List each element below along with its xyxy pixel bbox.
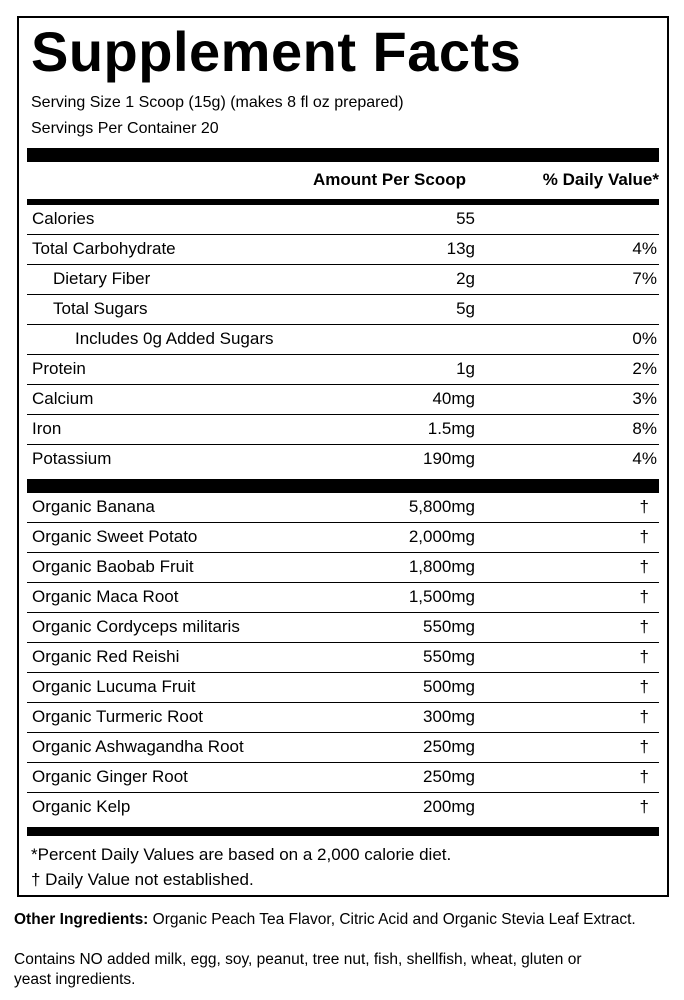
dagger-mark: † [639,527,649,546]
nutrient-row [27,415,659,445]
dagger-mark: † [639,497,649,516]
row-name: Organic Banana [32,497,155,516]
daily-value-header: % Daily Value* [542,170,659,189]
dagger-mark: † [639,707,649,726]
row-name: Organic Ashwagandha Root [32,737,244,756]
row-daily-value: 0% [632,329,657,348]
dagger-mark: † [639,737,649,756]
row-name: Organic Maca Root [32,587,179,606]
dagger-mark: † [639,767,649,786]
other-ingredients-text: Organic Peach Tea Flavor, Citric Acid and Organic Stevia Leaf Extract. [148,911,636,928]
row-daily-value: 2% [632,359,657,378]
servings-per-container: Servings Per Container 20 [31,120,219,137]
nutrient-row [27,385,659,415]
ingredient-row [27,763,659,793]
allergen-statement: Contains NO added milk, egg, soy, peanut, tree nut, fish, shellfish, wheat, gluten or yeast ingredients. [14,951,582,988]
ingredient-row [27,493,659,523]
ingredient-row [27,643,659,673]
serving-size: Serving Size 1 Scoop (15g) (makes 8 fl oz prepared) [31,94,404,111]
nutrient-row [27,355,659,385]
ingredient-row [27,793,659,823]
row-amount: 2,000mg [408,527,475,546]
row-amount: 55 [456,209,475,228]
ingredient-row [27,523,659,553]
dagger-mark: † [639,587,649,606]
panel-title: Supplement Facts [31,20,522,83]
ingredient-row [27,673,659,703]
row-amount: 13g [446,239,475,258]
row-amount: 5,800mg [408,497,475,516]
row-name: Organic Baobab Fruit [32,557,194,576]
row-amount: 190mg [423,449,475,468]
row-amount: 250mg [423,767,475,786]
nutrient-row [27,445,659,475]
row-amount: 550mg [423,647,475,666]
row-name: Organic Cordyceps militaris [32,617,240,636]
row-daily-value: 4% [632,239,657,258]
row-name: Calories [32,209,95,228]
nutrient-row [27,295,659,325]
amount-header: Amount Per Scoop [313,170,467,189]
thick-divider [27,148,659,162]
thick-divider [27,479,659,493]
row-amount: 2g [456,269,475,288]
row-name: Organic Kelp [32,797,131,816]
row-name: Total Carbohydrate [32,239,176,258]
supplement-facts-panel [17,16,669,897]
row-amount: 300mg [423,707,475,726]
nutrient-row [27,265,659,295]
row-name: Organic Red Reishi [32,647,180,666]
row-daily-value: 8% [632,419,657,438]
ingredient-row [27,733,659,763]
row-name: Organic Ginger Root [32,767,188,786]
row-amount: 40mg [432,389,475,408]
row-amount: 250mg [423,737,475,756]
dagger-mark: † [639,647,649,666]
row-amount: 1,500mg [408,587,475,606]
row-name: Organic Turmeric Root [32,707,203,726]
row-daily-value: 4% [632,449,657,468]
row-daily-value: 3% [632,389,657,408]
nutrient-row [27,325,659,355]
nutrient-row [27,235,659,265]
row-name: Protein [32,359,86,378]
ingredient-row [27,583,659,613]
row-name: Organic Lucuma Fruit [32,677,196,696]
row-name: Organic Sweet Potato [32,527,198,546]
row-amount: 1.5mg [427,419,475,438]
ingredient-row [27,703,659,733]
ingredient-row [27,613,659,643]
footnote-percent: *Percent Daily Values are based on a 2,000 calorie diet. [31,845,452,864]
other-ingredients-label: Other Ingredients: [14,911,149,928]
nutrient-row [27,205,659,235]
row-name: Dietary Fiber [53,269,151,288]
other-ingredients [14,910,636,930]
dagger-mark: † [639,617,649,636]
row-amount: 5g [456,299,475,318]
thick-divider [27,827,659,836]
dagger-mark: † [639,677,649,696]
row-name: Total Sugars [53,299,148,318]
row-amount: 1,800mg [408,557,475,576]
row-amount: 200mg [423,797,475,816]
row-amount: 1g [456,359,475,378]
ingredient-row [27,553,659,583]
row-daily-value: 7% [632,269,657,288]
row-name: Iron [32,419,62,438]
dagger-mark: † [639,797,649,816]
row-amount: 500mg [423,677,475,696]
footnote-dagger: † Daily Value not established. [31,870,254,889]
dagger-mark: † [639,557,649,576]
row-name: Includes 0g Added Sugars [75,329,274,348]
row-name: Calcium [32,389,94,408]
row-name: Potassium [32,449,112,468]
row-amount: 550mg [423,617,475,636]
